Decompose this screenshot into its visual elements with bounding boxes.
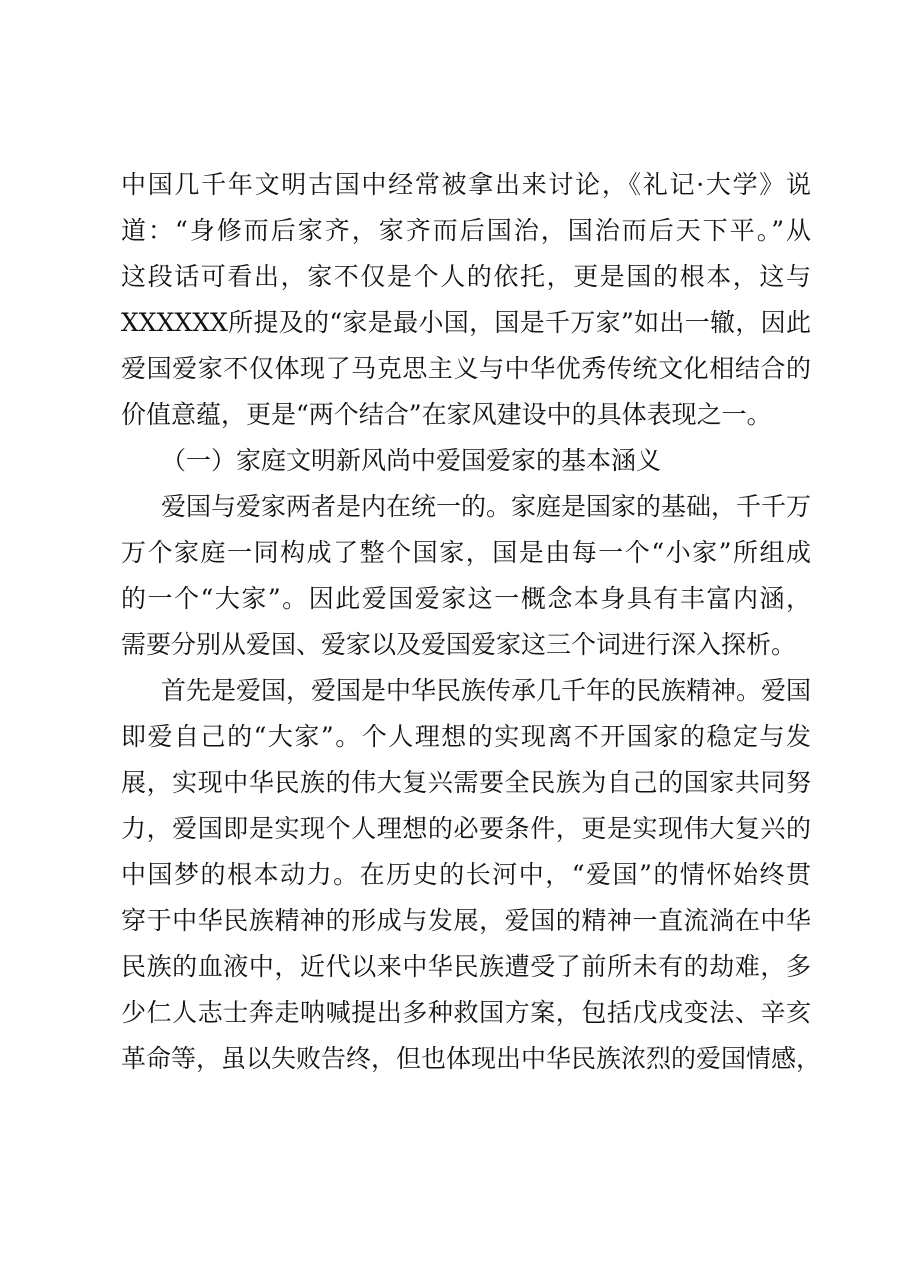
text-line: XXXXXX所提及的“家是最小国，国是千万家”如出一辙，因此	[121, 308, 811, 337]
text-line: 首先是爱国，爱国是中华民族传承几千年的民族精神。爱国	[161, 676, 812, 705]
text-line: 革命等，虽以失败告终，但也体现出中华民族浓烈的爱国情感，	[121, 1044, 822, 1073]
paragraph-patriotism	[121, 668, 822, 1082]
text-line: 中国梦的根本动力。在历史的长河中，“爱国”的情怀始终贯	[121, 860, 811, 889]
section-heading-text: （一）家庭文明新风尚中爱国爱家的基本涵义	[161, 446, 662, 475]
text-line: 穿于中华民族精神的形成与发展，爱国的精神一直流淌在中华	[121, 906, 811, 935]
text-line: 爱国与爱家两者是内在统一的。家庭是国家的基础，千千万	[161, 492, 812, 521]
text-line: 少仁人志士奔走呐喊提出多种救国方案，包括戊戌变法、辛亥	[121, 998, 811, 1027]
text-line: 的一个“大家”。因此爱国爱家这一概念本身具有丰富内涵，	[121, 584, 811, 613]
text-line: 道：“身修而后家齐，家齐而后国治，国治而后天下平。”从	[121, 216, 811, 245]
text-line: 即爱自己的“大家”。个人理想的实现离不开国家的稳定与发	[121, 722, 811, 751]
text-line: 展，实现中华民族的伟大复兴需要全民族为自己的国家共同努	[121, 768, 811, 797]
text-line: 爱国爱家不仅体现了马克思主义与中华优秀传统文化相结合的	[121, 354, 811, 383]
document-page	[121, 162, 822, 1082]
text-line: 万个家庭一同构成了整个国家，国是由每一个“小家”所组成	[121, 538, 811, 567]
text-line: 需要分别从爱国、爱家以及爱国爱家这三个词进行深入探析。	[121, 630, 797, 659]
section-heading	[121, 438, 811, 484]
text-line: 力，爱国即是实现个人理想的必要条件，更是实现伟大复兴的	[121, 814, 811, 843]
paragraph-love-country-and-family	[121, 484, 811, 668]
text-line: 这段话可看出，家不仅是个人的依托，更是国的根本，这与	[121, 262, 811, 291]
paragraph-intro	[121, 162, 811, 438]
text-line: 中国几千年文明古国中经常被拿出来讨论，《礼记·大学》说	[121, 170, 811, 199]
text-line: 价值意蕴，更是“两个结合”在家风建设中的具体表现之一。	[121, 400, 772, 429]
text-line: 民族的血液中，近代以来中华民族遭受了前所未有的劫难，多	[121, 952, 811, 981]
